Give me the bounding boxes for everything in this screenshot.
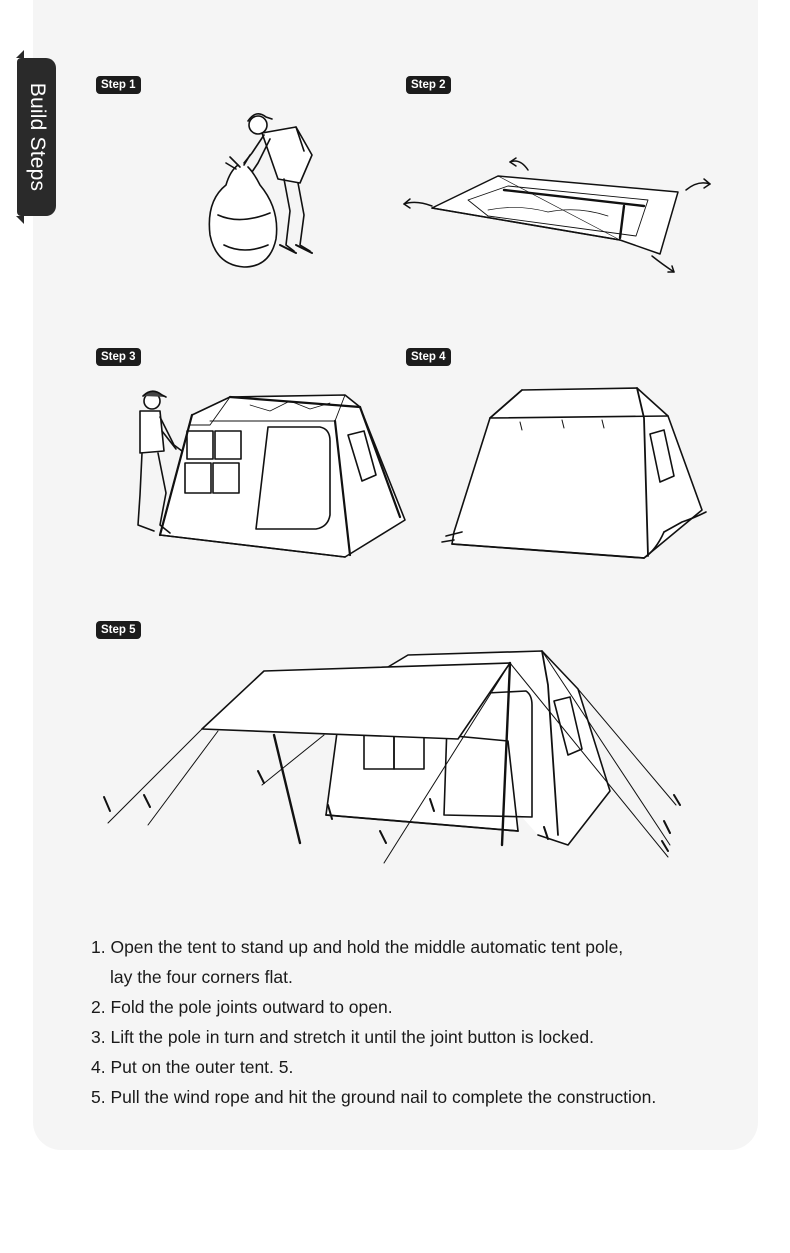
step-5-illustration — [98, 645, 698, 875]
step-4-badge: Step 4 — [406, 348, 451, 366]
instruction-2: 2. Fold the pole joints outward to open. — [91, 997, 393, 1017]
step-1-badge: Step 1 — [96, 76, 141, 94]
instruction-1-line-2: lay the four corners flat. — [110, 967, 293, 987]
step-3-illustration — [130, 385, 415, 565]
instruction-3: 3. Lift the pole in turn and stretch it until the joint button is locked. — [91, 1027, 594, 1047]
build-steps-tab — [17, 58, 56, 216]
build-steps-label: Build Steps — [25, 82, 49, 192]
step-2-illustration — [398, 150, 718, 280]
instruction-5: 5. Pull the wind rope and hit the ground nail to complete the construction. — [91, 1087, 657, 1107]
instruction-4: 4. Put on the outer tent. 5. — [91, 1057, 294, 1077]
instruction-1 — [91, 932, 731, 992]
step-4-illustration — [432, 382, 717, 567]
step-5-badge: Step 5 — [96, 621, 141, 639]
instruction-1-line-1: 1. Open the tent to stand up and hold the middle automatic tent pole, — [91, 937, 624, 957]
instructions-list — [91, 932, 731, 1112]
step-2-badge: Step 2 — [406, 76, 451, 94]
step-3-badge: Step 3 — [96, 348, 141, 366]
step-1-illustration — [200, 105, 330, 275]
